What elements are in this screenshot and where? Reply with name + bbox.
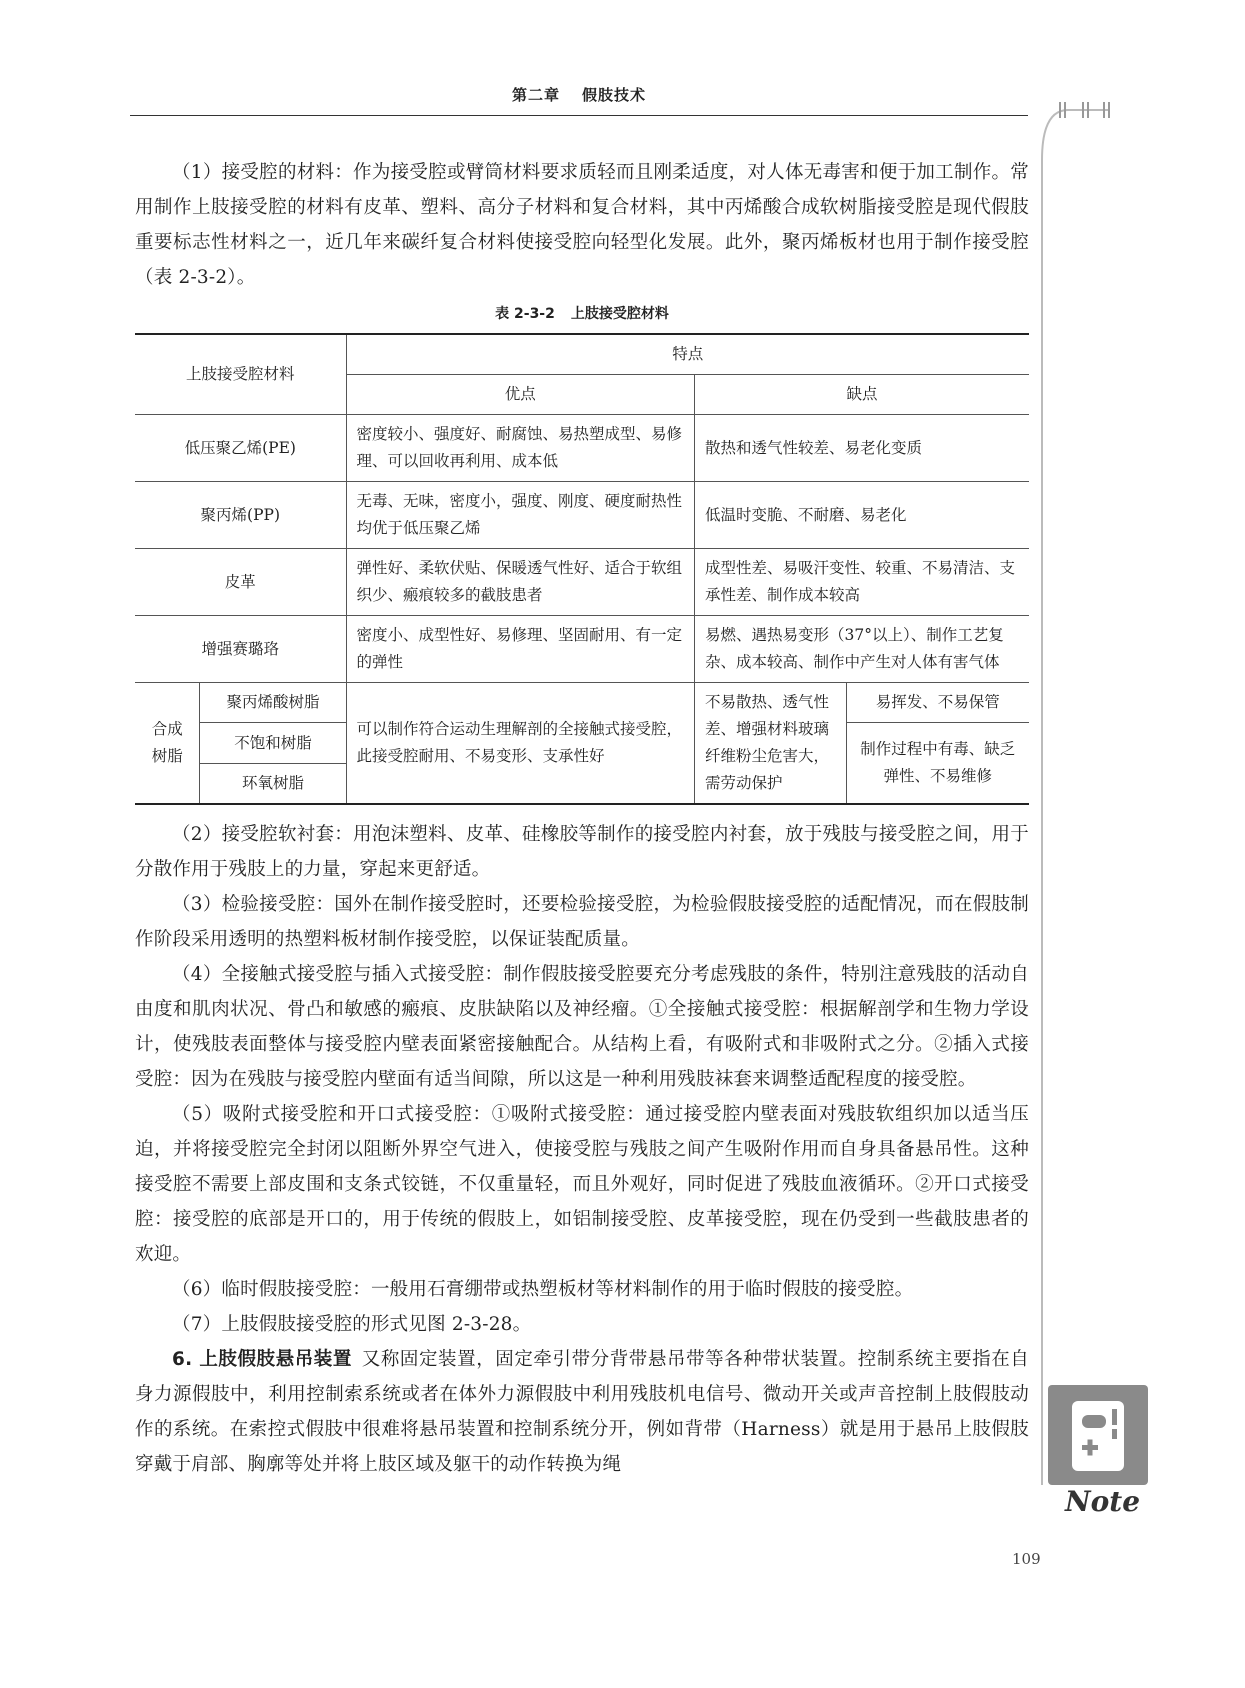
- material-cell: 聚丙烯酸树脂: [200, 683, 346, 723]
- synthetic-resin-group: 合成树脂: [135, 683, 200, 805]
- section-heading: 6. 上肢假肢悬吊装置: [172, 1349, 352, 1370]
- chapter-number: 第二章: [511, 86, 560, 104]
- table-number: 表 2-3-2: [495, 306, 555, 322]
- chapter-title: 假肢技术: [582, 86, 647, 104]
- table-row-synthetic: [135, 683, 1029, 723]
- main-content: [135, 155, 1029, 1482]
- paragraph-suction-socket: （5）吸附式接受腔和开口式接受腔：①吸附式接受腔：通过接受腔内壁表面对残肢软组织加以适当压迫，并将接受腔完全封闭以阻断外界空气进入，使接受腔与残肢之间产生吸附作用而自身具备悬吊性。这种接受腔不需要上部皮围和支条式铰链，不仅重量轻，而且外观好，同时促进了残肢血液循环。②开口式接受腔：接受腔的底部是开口的，用于传统的假肢上，如铝制接受腔、皮革接受腔，现在仍受到一些截肢患者的欢迎。: [135, 1104, 1029, 1265]
- margin-curve-decoration: [1040, 100, 1120, 1520]
- pros-cell: 密度小、成型性好、易修理、坚固耐用、有一定的弹性: [346, 616, 695, 683]
- cons-shared-cell: 不易散热、透气性差、增强材料玻璃纤维粉尘危害大，需劳动保护: [695, 683, 847, 805]
- paragraph-temporary-socket: （6）临时假肢接受腔：一般用石膏绷带或热塑板材等材料制作的用于临时假肢的接受腔。: [172, 1279, 914, 1300]
- pros-cell: 无毒、无味，密度小，强度、刚度、硬度耐热性均优于低压聚乙烯: [346, 482, 695, 549]
- cons-cell: 低温时变脆、不耐磨、易老化: [695, 482, 1029, 549]
- paragraph-soft-liner: （2）接受腔软衬套：用泡沫塑料、皮革、硅橡胶等制作的接受腔内衬套，放于残肢与接受腔之间，用于分散作用于残肢上的力量，穿起来更舒适。: [135, 824, 1029, 880]
- running-header: [130, 84, 1028, 105]
- paragraph-contact-socket: （4）全接触式接受腔与插入式接受腔：制作假肢接受腔要充分考虑残肢的条件，特别注意残肢的活动自由度和肌肉状况、骨凸和敏感的瘢痕、皮肤缺陷以及神经瘤。①全接触式接受腔：根据解剖学和生物力学设计，使残肢表面整体与接受腔内壁表面紧密接触配合。从结构上看，有吸附式和非吸附式之分。②插入式接受腔：因为在残肢与接受腔内壁面有适当间隙，所以这是一种利用残肢袜套来调整适配程度的接受腔。: [135, 964, 1029, 1090]
- pros-cell: 密度较小、强度好、耐腐蚀、易热塑成型、易修理、可以回收再利用、成本低: [346, 415, 695, 482]
- pros-cell: 弹性好、柔软伏贴、保暖透气性好、适合于软组织少、瘢痕较多的截肢患者: [346, 549, 695, 616]
- note-icon: [1048, 1385, 1148, 1485]
- paragraph-socket-forms: （7）上肢假肢接受腔的形式见图 2-3-28。: [172, 1314, 532, 1335]
- table-row: [135, 482, 1029, 549]
- material-cell: 皮革: [135, 549, 346, 616]
- table-row: [135, 549, 1029, 616]
- header-cons: 缺点: [695, 375, 1029, 415]
- section-body: 又称固定装置，固定牵引带分背带悬吊带等各种带状装置。控制系统主要指在自身力源假肢中，利用控制索系统或者在体外力源假肢中利用残肢机电信号、微动开关或声音控制上肢假肢动作的系统。在索控式假肢中很难将悬吊装置和控制系统分开，例如背带（Harness）就是用于悬吊上肢假肢穿戴于肩部、胸廓等处并将上肢区域及躯干的动作转换为绳: [135, 1349, 1029, 1475]
- note-label: Note: [1065, 1485, 1141, 1518]
- cons-cell: 易挥发、不易保管: [846, 683, 1029, 723]
- table-row: [135, 415, 1029, 482]
- material-cell: 聚丙烯(PP): [135, 482, 346, 549]
- header-features: 特点: [346, 334, 1029, 375]
- header-material: 上肢接受腔材料: [135, 334, 346, 415]
- paragraph-suspension: [135, 1342, 1029, 1482]
- table-row: [135, 616, 1029, 683]
- paragraph-socket-material: （1）接受腔的材料：作为接受腔或臂筒材料要求质轻而且刚柔适度，对人体无毒害和便于加工制作。常用制作上肢接受腔的材料有皮革、塑料、高分子材料和复合材料，其中丙烯酸合成软树脂接受腔是现代假肢重要标志性材料之一，近几年来碳纤复合材料使接受腔向轻型化发展。此外，聚丙烯板材也用于制作接受腔（表 2-3-2）。: [135, 162, 1029, 288]
- cons-cell: 易燃、遇热易变形（37°以上）、制作工艺复杂、成本较高、制作中产生对人体有害气体: [695, 616, 1029, 683]
- material-cell: 不饱和树脂: [200, 723, 346, 764]
- cons-cell: 成型性差、易吸汗变性、较重、不易清洁、支承性差、制作成本较高: [695, 549, 1029, 616]
- material-cell: 低压聚乙烯(PE): [135, 415, 346, 482]
- material-cell: 增强赛璐珞: [135, 616, 346, 683]
- paragraph-check-socket: （3）检验接受腔：国外在制作接受腔时，还要检验接受腔，为检验假肢接受腔的适配情况，而在假肢制作阶段采用透明的热塑料板材制作接受腔，以保证装配质量。: [135, 894, 1029, 950]
- material-cell: 环氧树脂: [200, 764, 346, 805]
- table-title: 上肢接受腔材料: [570, 306, 669, 322]
- table-header-row: [135, 334, 1029, 375]
- header-pros: 优点: [346, 375, 695, 415]
- page-number: 109: [1012, 1550, 1041, 1568]
- socket-material-table: [135, 333, 1029, 805]
- cons-cell: 制作过程中有毒、缺乏弹性、不易维修: [846, 723, 1029, 805]
- header-rule: [130, 115, 1028, 116]
- cons-cell: 散热和透气性较差、易老化变质: [695, 415, 1029, 482]
- table-caption: [135, 303, 1029, 323]
- pros-cell: 可以制作符合运动生理解剖的全接触式接受腔，此接受腔耐用、不易变形、支承性好: [346, 683, 695, 805]
